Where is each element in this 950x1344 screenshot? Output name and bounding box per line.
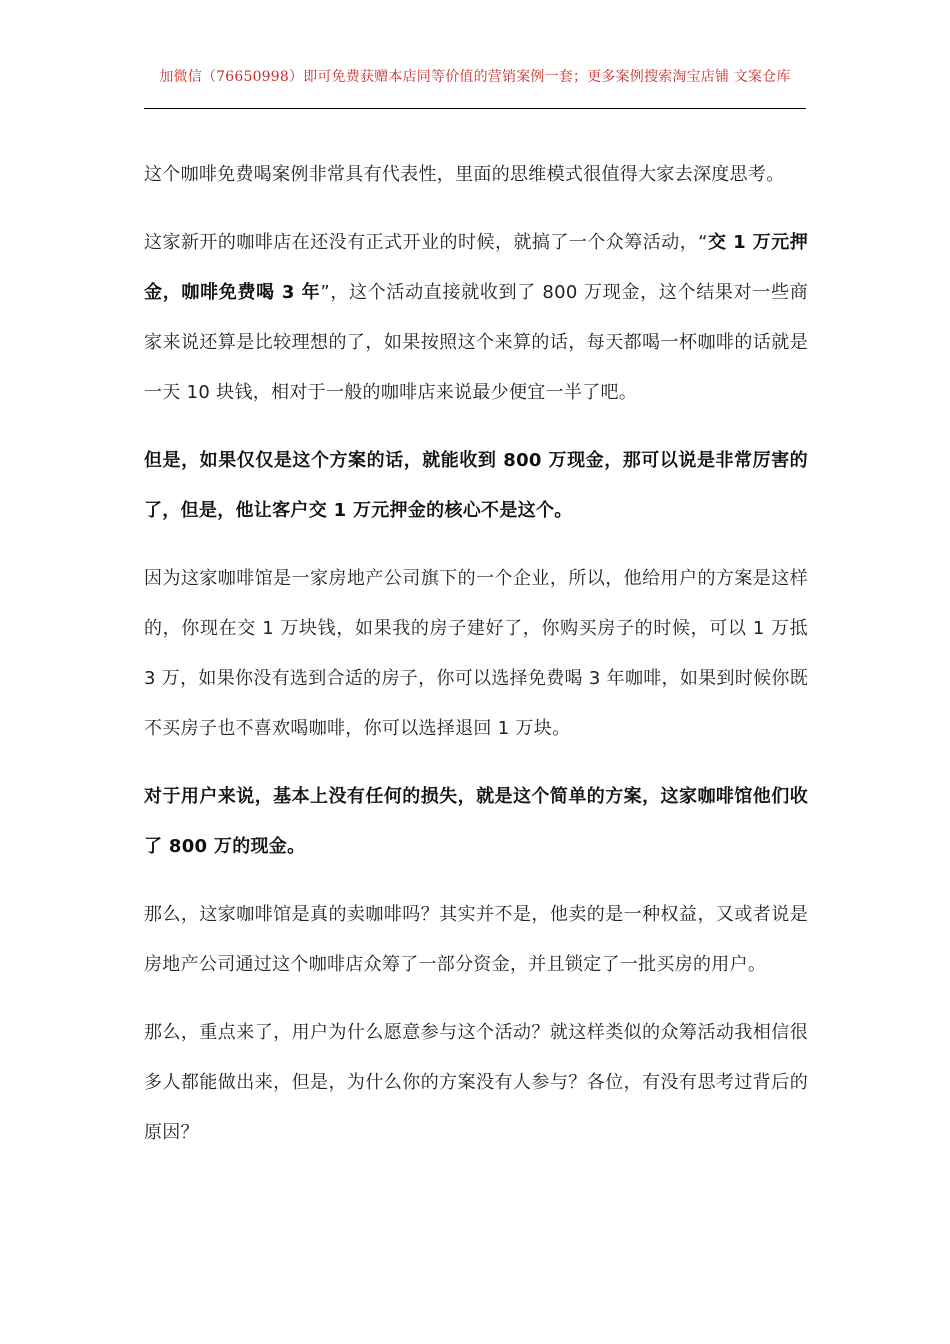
article-body <box>144 150 808 1176</box>
paragraph-3-bold: 但是，如果仅仅是这个方案的话，就能收到 800 万现金，那可以说是非常厉害的了，但是，他让客户交 1 万元押金的核心不是这个。 <box>144 450 808 521</box>
paragraph-5-bold: 对于用户来说，基本上没有任何的损失，就是这个简单的方案，这家咖啡馆他们收了 800 万的现金。 <box>144 786 808 857</box>
paragraph-7: 那么，重点来了，用户为什么愿意参与这个活动？就这样类似的众筹活动我相信很多人都能做出来，但是，为什么你的方案没有人参与？各位，有没有思考过背后的原因？ <box>144 1022 808 1143</box>
header-divider <box>144 108 806 109</box>
paragraph-4: 因为这家咖啡馆是一家房地产公司旗下的一个企业，所以，他给用户的方案是这样的，你现在交 1 万块钱，如果我的房子建好了，你购买房子的时候，可以 1 万抵 3 万，如果你没有选到合适的房子，你可以选择免费喝 3 年咖啡，如果到时候你既不买房子也不喜欢喝咖啡，你可以选择退回 1 万块。 <box>144 568 808 739</box>
paragraph-2-highlight: 交 1 万元押金，咖啡免费喝 3 年 <box>144 232 808 303</box>
page-header-ad-text: 加微信（76650998）即可免费获赠本店同等价值的营销案例一套；更多案例搜索淘宝店铺 文案仓库 <box>159 69 791 85</box>
paragraph-2 <box>144 218 808 418</box>
paragraph-6: 那么，这家咖啡馆是真的卖咖啡吗？其实并不是，他卖的是一种权益，又或者说是房地产公司通过这个咖啡店众筹了一部分资金，并且锁定了一批买房的用户。 <box>144 904 808 975</box>
paragraph-1: 这个咖啡免费喝案例非常具有代表性，里面的思维模式很值得大家去深度思考。 <box>144 164 785 185</box>
paragraph-2-lead: 这家新开的咖啡店在还没有正式开业的时候，就搞了一个众筹活动，“ <box>144 232 708 253</box>
paragraph-2-rest: ”，这个活动直接就收到了 800 万现金，这个结果对一些商家来说还算是比较理想的了，如果按照这个来算的话，每天都喝一杯咖啡的话就是一天 10 块钱，相对于一般的咖啡店来说最少便宜一半了吧。 <box>144 282 809 403</box>
